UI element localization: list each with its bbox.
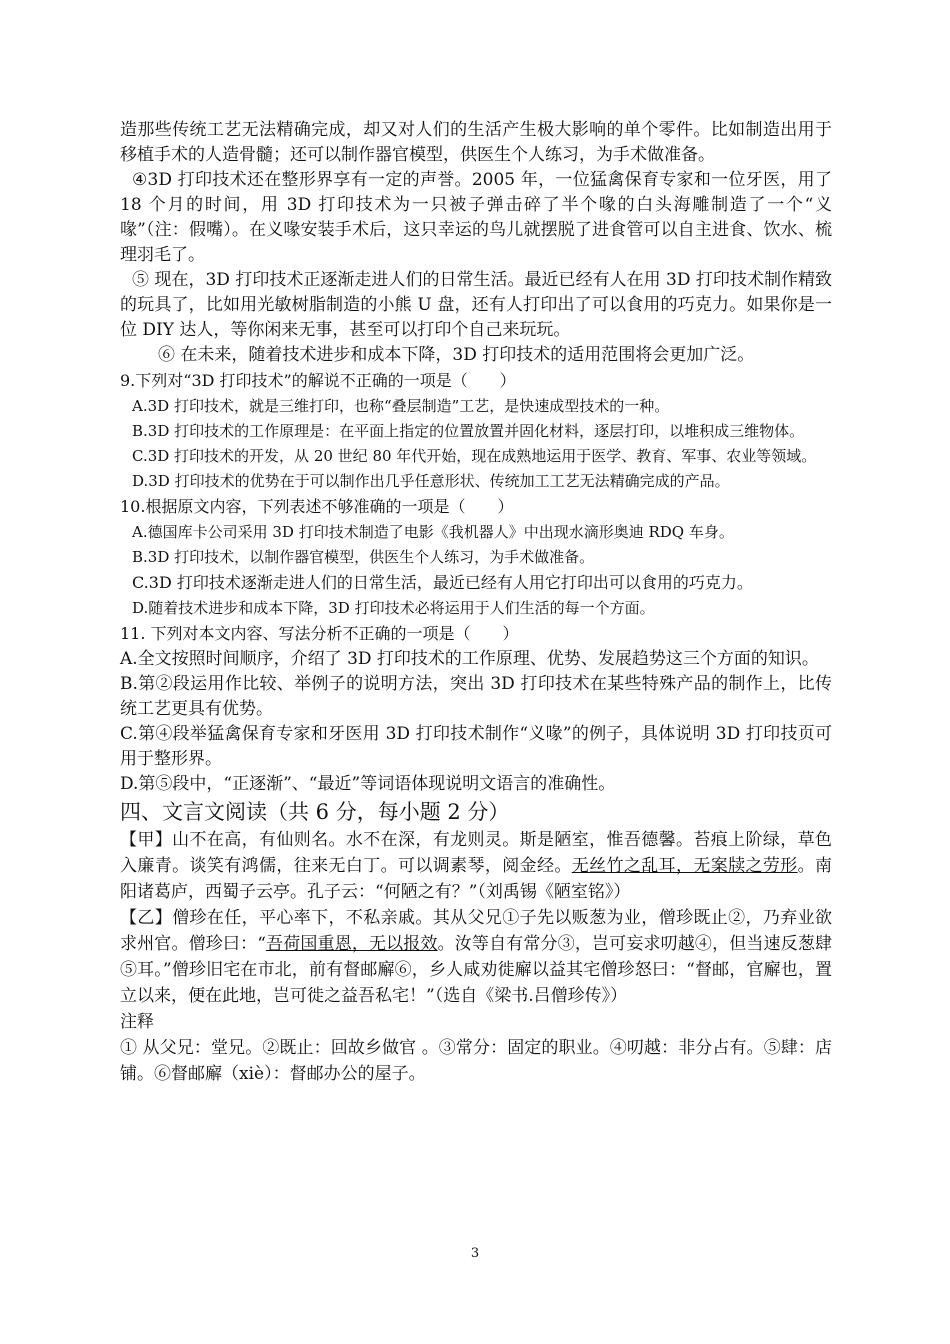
section-4-heading: 四、文言文阅读（共 6 分，每小题 2 分）: [120, 800, 510, 824]
question-10-option-a: A.德国库卡公司采用 3D 打印技术制造了电影《我机器人》中出现水滴形奥迪 RDQ 车身。: [132, 523, 734, 541]
passage-yi-text: 【乙】僧珍在任，平心率下，不私亲戚。其从父兄①子先以贩葱为业，僧珍既止②，乃弃业欲求州官。僧珍曰：“: [120, 908, 832, 954]
question-11-option-b: B.第②段运用作比较、举例子的说明方法，突出 3D 打印技术在某些特殊产品的制作上，比传统工艺更具有优势。: [120, 674, 832, 719]
passage-jia-text-end: 。南阳诸葛庐，西蜀子云亭。孔子云：“何陋之有？”（刘禹锡《陋室铭》）: [120, 856, 832, 902]
passage-yi: [120, 905, 832, 1009]
question-10-option-b: B.3D 打印技术，以制作器官模型，供医生个人练习，为手术做准备。: [132, 548, 595, 566]
question-10-stem: 10.根据原文内容，下列表述不够准确的一项是（ ）: [120, 497, 514, 516]
notes-title: 注释: [120, 1012, 154, 1032]
passage-paragraph-6: ⑥ 在未来，随着技术进步和成本下降，3D 打印技术的适用范围将会更加广泛。: [158, 345, 755, 365]
passage-paragraph-4: ④3D 打印技术还在整形界享有一定的声誉。2005 年，一位猛禽保育专家和一位牙医，用了 18 个月的时间，用 3D 打印技术为一只被子弹击碎了半个喙的白头海雕制造了一个“义喙”（注：假嘴）。在义喙安装手术后，这只幸运的鸟儿就摆脱了进食管可以自主进食、饮水、梳理羽毛了。: [120, 170, 832, 265]
question-9-option-b: B.3D 打印技术的工作原理是：在平面上指定的位置放置并固化材料，逐层打印，以堆积成三维物体。: [132, 422, 805, 440]
passage-paragraph-3-continued: 造那些传统工艺无法精确完成，却又对人们的生活产生极大影响的单个零件。比如制造出用于移植手术的人造骨髓；还可以制作器官模型，供医生个人练习，为手术做准备。: [120, 120, 832, 165]
passage-yi-text-end: 。汝等自有常分③，岂可妄求叨越④，但当速反葱肆⑤耳。”僧珍旧宅在市北，前有督邮廨⑥，乡人咸劝徙廨以益其宅僧珍怒曰：“督邮，官廨也，置立以来，便在此地，岂可徙之益吾私宅！”（选自《梁书.吕僧珍传》）: [120, 934, 833, 1006]
question-11-option-d: D.第⑤段中，“正逐渐”、“最近”等词语体现说明文语言的准确性。: [120, 774, 616, 794]
passage-yi-underlined: 吾荷国重恩，无以报效: [265, 934, 438, 954]
notes-text: ① 从父兄：堂兄。②既止：回故乡做官 。③常分：固定的职业。④叨越：非分占有。⑤肆：店铺。⑥督邮廨（xiè）：督邮办公的屋子。: [120, 1038, 832, 1084]
question-10-option-c: C.3D 打印技术逐渐走进人们的日常生活，最近已经有人用它打印出可以食用的巧克力。: [132, 573, 753, 592]
question-9-option-d: D.3D 打印技术的优势在于可以制作出几乎任意形状、传统加工工艺无法精确完成的产品。: [132, 472, 730, 490]
question-10-option-d: D.随着技术进步和成本下降，3D 打印技术必将运用于人们生活的每一个方面。: [132, 599, 655, 617]
page-number: 3: [470, 1246, 480, 1261]
passage-jia: [120, 827, 832, 905]
question-11-stem: 11. 下列对本文内容、写法分析不正确的一项是（ ）: [120, 624, 519, 643]
passage-paragraph-5: ⑤ 现在，3D 打印技术正逐渐走进人们的日常生活。最近已经有人在用 3D 打印技术制作精致的玩具了，比如用光敏树脂制造的小熊 U 盘，还有人打印出了可以食用的巧克力。如果你是一位 DIY 达人，等你闲来无事，甚至可以打印个自己来玩玩。: [120, 270, 832, 340]
question-11-option-a: A.全文按照时间顺序，介绍了 3D 打印技术的工作原理、优势、发展趋势这三个方面的知识。: [120, 649, 819, 669]
question-9-stem: 9.下列对“3D 打印技术”的解说不正确的一项是（ ）: [120, 371, 516, 390]
passage-jia-text: 【甲】山不在高，有仙则名。水不在深，有龙则灵。斯是陋室，惟吾德馨。苔痕上阶绿，草色入廉青。谈笑有鸿儒，往来无白丁。可以调素琴，阅金经。: [120, 830, 832, 876]
document-page: [120, 118, 832, 1087]
passage-jia-underlined: 无丝竹之乱耳，无案牍之劳形: [571, 856, 798, 876]
question-11-option-c: C.第④段举猛禽保育专家和牙医用 3D 打印技术制作“义喙”的例子，具体说明 3D 打印技页可用于整形界。: [120, 724, 832, 769]
question-9-option-a: A.3D 打印技术，就是三维打印，也称“叠层制造”工艺，是快速成型技术的一种。: [132, 397, 670, 415]
question-9-option-c: C.3D 打印技术的开发，从 20 世纪 80 年代开始，现在成熟地运用于医学、教育、军事、农业等领域。: [132, 447, 817, 465]
